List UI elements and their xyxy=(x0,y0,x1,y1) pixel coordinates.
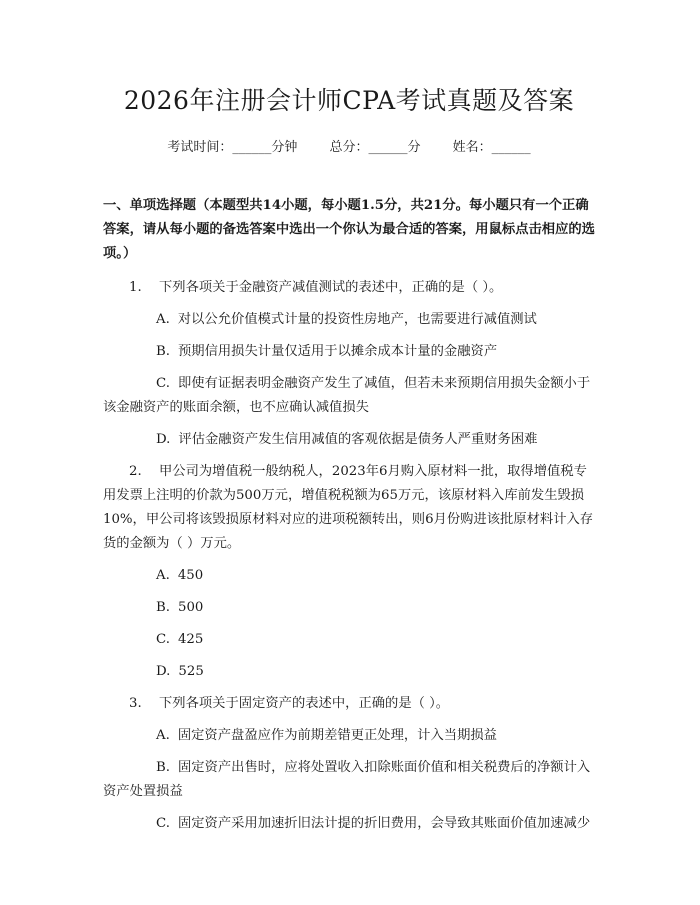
question-number: 2. xyxy=(129,464,142,479)
option-letter: A. xyxy=(156,728,170,743)
question-1-option-c[interactable] xyxy=(103,372,595,420)
question-2-option-d[interactable] xyxy=(103,660,595,684)
option-letter: C. xyxy=(156,816,170,831)
option-letter: A. xyxy=(156,312,170,327)
option-letter: B. xyxy=(156,600,170,615)
option-letter: D. xyxy=(156,432,171,447)
question-2-option-a[interactable] xyxy=(103,564,595,588)
question-stem: 甲公司为增值税一般纳税人，2023年6月购入原材料一批，取得增值税专用发票上注明的价款为500万元，增值税税额为65万元，该原材料入库前发生毁损10%，甲公司将该毁损原材料对应的进项税额转出，则6月份购进该批原材料计入存货的金额为（ ）万元。 xyxy=(103,464,594,551)
question-3 xyxy=(103,692,595,716)
question-2 xyxy=(103,460,595,556)
option-text: 固定资产采用加速折旧法计提的折旧费用，会导致其账面价值加速减少 xyxy=(177,816,591,831)
option-letter: D. xyxy=(156,664,171,679)
option-letter: B. xyxy=(156,760,170,775)
exam-info-line xyxy=(103,138,595,158)
question-3-option-a[interactable] xyxy=(103,724,595,748)
student-name-field: 姓名：______ xyxy=(452,140,531,155)
question-number: 3. xyxy=(129,696,142,711)
document-title: 2026年注册会计师CPA考试真题及答案 xyxy=(123,86,575,115)
option-text: 固定资产出售时，应将处置收入扣除账面价值和相关税费后的净额计入资产处置损益 xyxy=(103,760,591,799)
option-text: 500 xyxy=(178,600,204,615)
option-text: 425 xyxy=(177,632,204,647)
option-text: 固定资产盘盈应作为前期差错更正处理，计入当期损益 xyxy=(177,728,497,743)
option-text: 即使有证据表明金融资产发生了减值，但若未来预期信用损失金额小于该金融资产的账面余额，也不应确认减值损失 xyxy=(103,376,591,415)
question-2-option-c[interactable] xyxy=(103,628,595,652)
question-3-option-b[interactable] xyxy=(103,756,595,804)
question-2-option-b[interactable] xyxy=(103,596,595,620)
option-text: 对以公允价值模式计量的投资性房地产，也需要进行减值测试 xyxy=(177,312,537,327)
section-heading: 一、单项选择题（本题型共14小题，每小题1.5分，共21分。每小题只有一个正确答案，请从每小题的备选答案中选出一个你认为最合适的答案，用鼠标点击相应的选项。） xyxy=(103,198,595,261)
option-letter: A. xyxy=(156,568,170,583)
exam-time-field: 考试时间：______分钟 xyxy=(167,140,298,155)
option-letter: C. xyxy=(156,632,170,647)
question-stem: 下列各项关于固定资产的表述中，正确的是（ ）。 xyxy=(159,696,450,711)
question-stem: 下列各项关于金融资产减值测试的表述中，正确的是（ ）。 xyxy=(159,280,503,295)
question-3-option-c[interactable] xyxy=(103,812,595,836)
question-1-option-b[interactable] xyxy=(103,340,595,364)
question-1-option-d[interactable] xyxy=(103,428,595,452)
option-letter: B. xyxy=(156,344,170,359)
option-letter: C. xyxy=(156,376,170,391)
total-score-field: 总分：______分 xyxy=(329,140,421,155)
question-1-option-a[interactable] xyxy=(103,308,595,332)
option-text: 450 xyxy=(177,568,204,583)
question-number: 1. xyxy=(129,280,142,295)
option-text: 预期信用损失计量仅适用于以摊余成本计量的金融资产 xyxy=(178,344,498,359)
option-text: 评估金融资产发生信用减值的客观依据是债务人严重财务困难 xyxy=(178,432,538,447)
question-1 xyxy=(103,276,595,300)
option-text: 525 xyxy=(178,664,204,679)
